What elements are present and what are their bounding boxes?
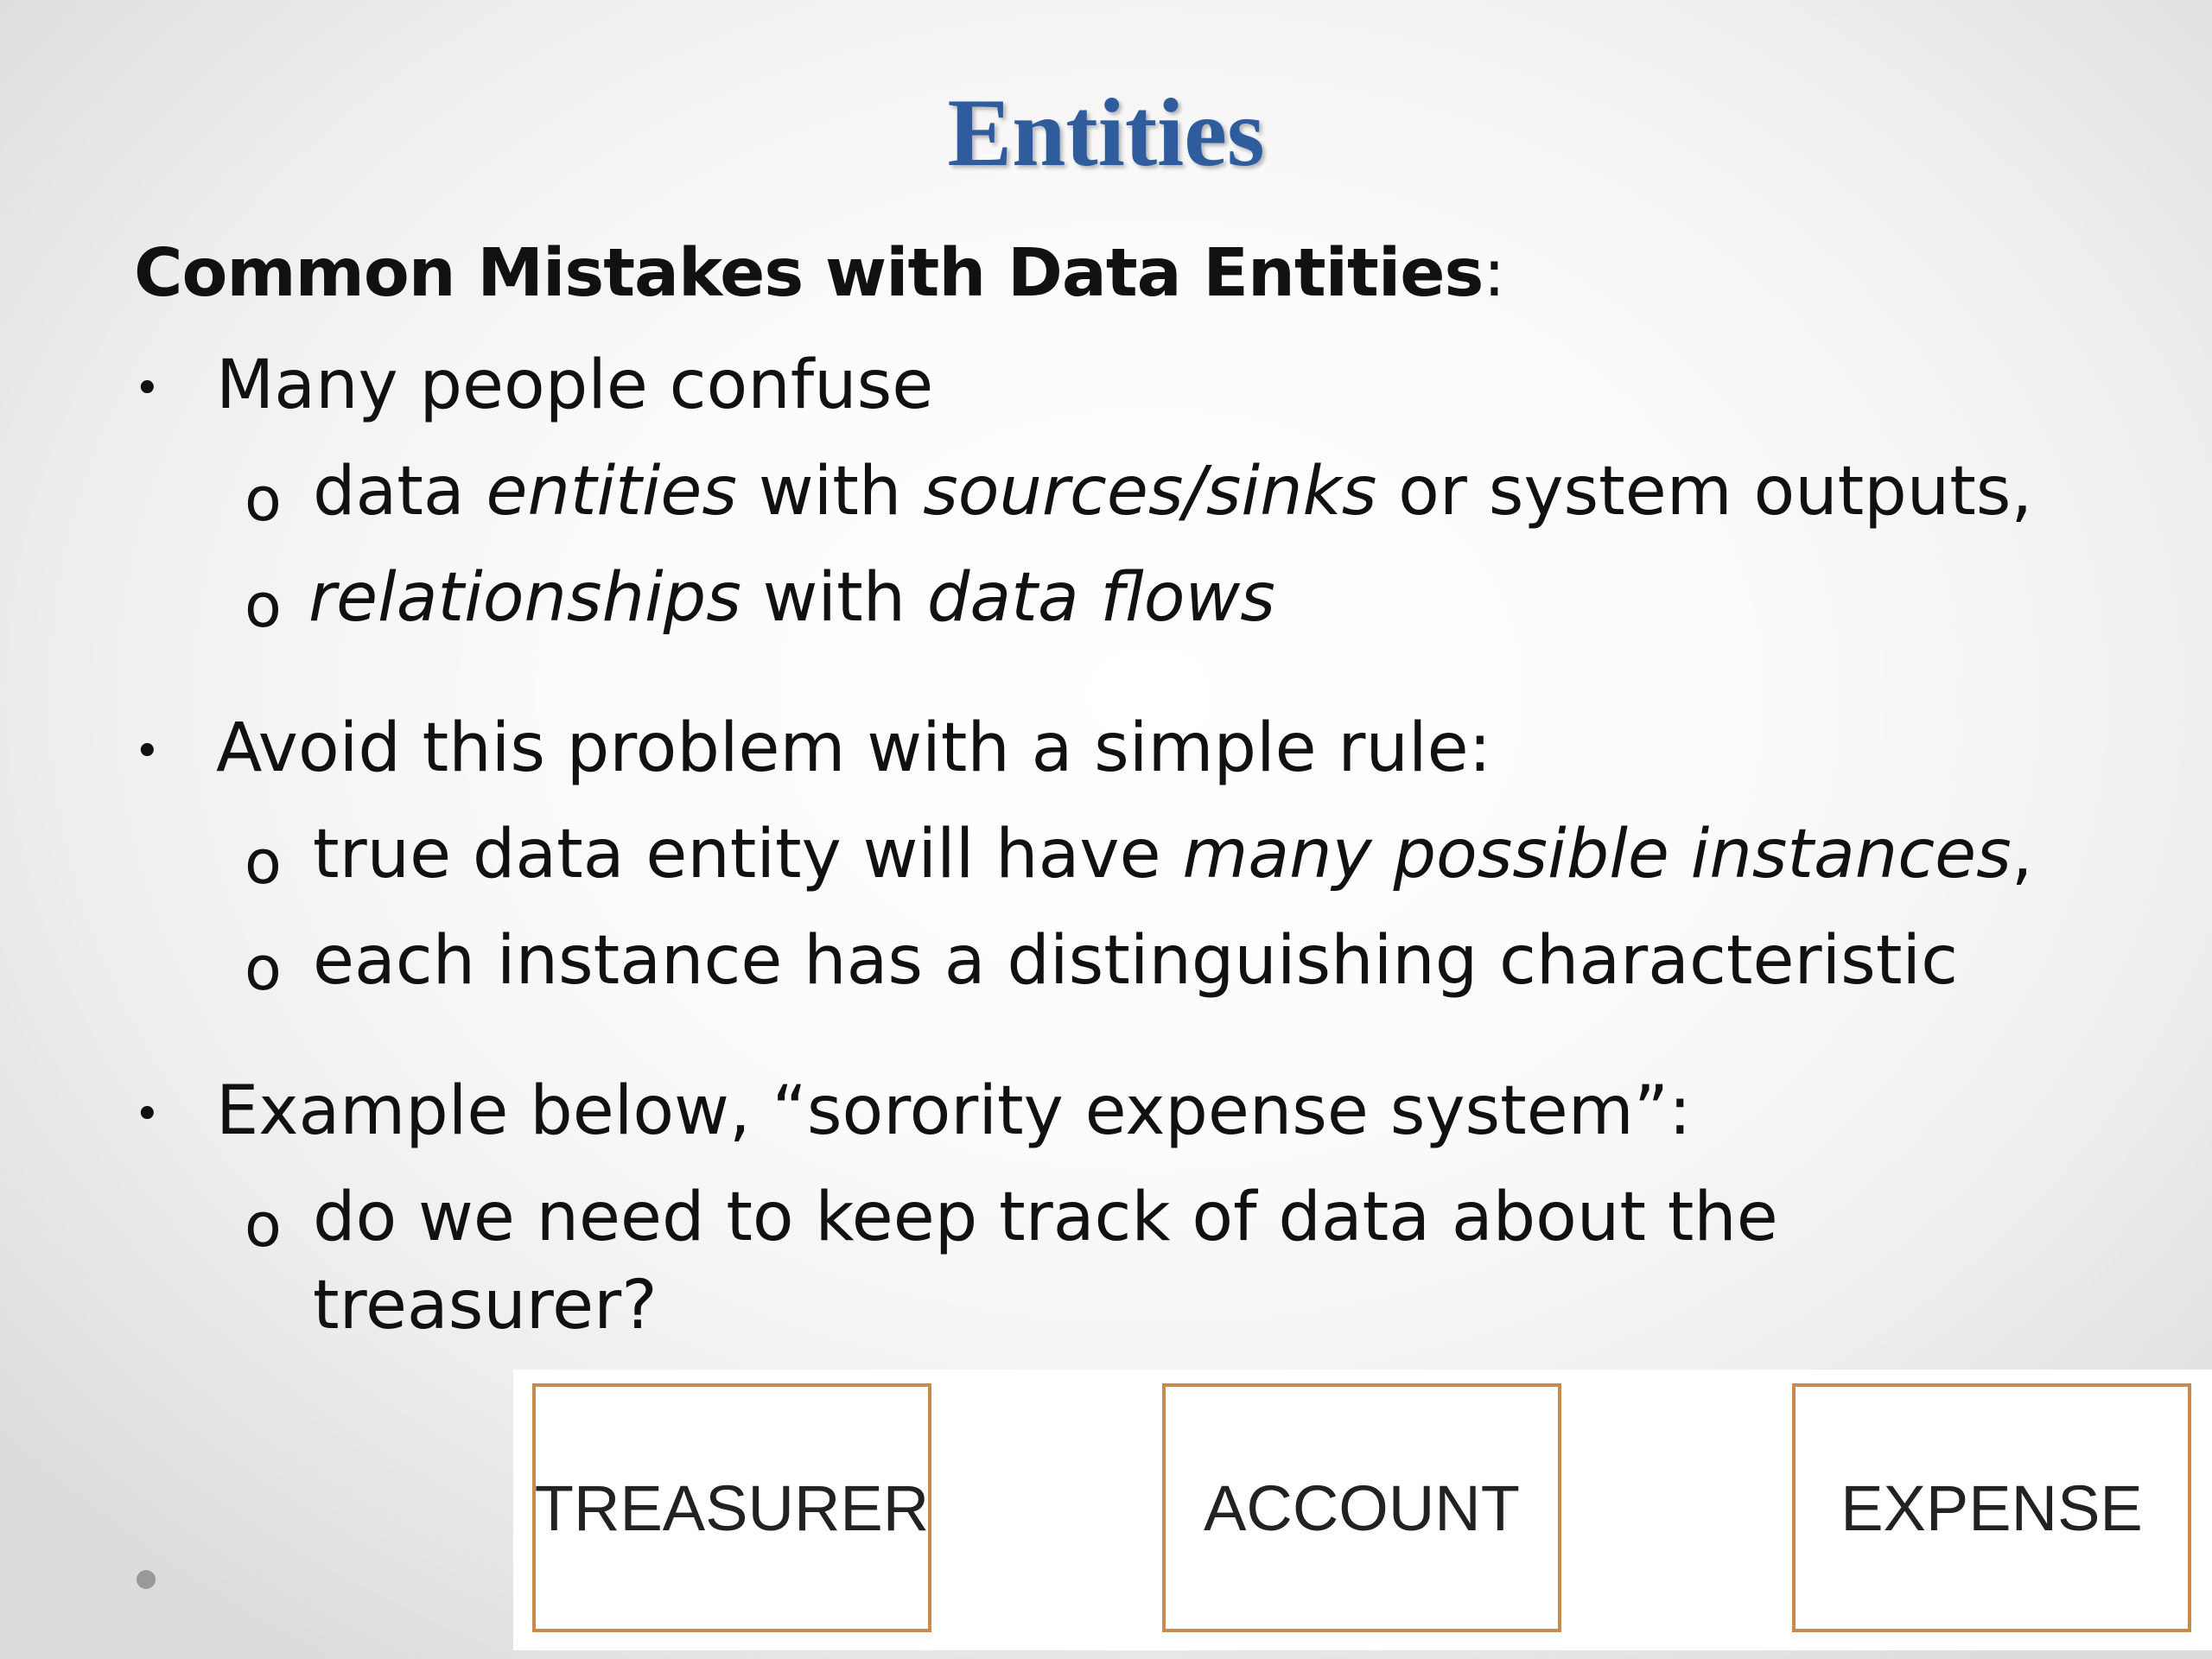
sub-bullet-marker: o <box>245 827 282 898</box>
empty-bullet-dot <box>137 1570 156 1589</box>
bullet-marker: • <box>134 1089 161 1141</box>
sub-bullet-marker: o <box>245 464 282 535</box>
bullet-text-1: Many people confuse <box>216 346 934 424</box>
entity-expense: EXPENSE <box>1792 1383 2191 1632</box>
bullet-text-2: Avoid this problem with a simple rule: <box>216 709 1491 787</box>
text-run: with <box>741 559 927 637</box>
bullet-marker: • <box>134 363 161 415</box>
bullet-marker: • <box>134 726 161 778</box>
entity-account: ACCOUNT <box>1162 1383 1561 1632</box>
sub-bullet-1-1 <box>313 453 2033 531</box>
heading-text: Common Mistakes with Data Entities <box>134 235 1484 312</box>
sub-bullet-marker: o <box>245 933 282 1004</box>
sub-bullet-2-1 <box>313 816 2033 893</box>
text-run: each instance has a distinguishing characteristic <box>313 922 1958 1000</box>
italic-run: sources/sinks <box>923 453 1377 531</box>
section-heading <box>134 235 1504 312</box>
text-run: treasurer? <box>313 1267 658 1344</box>
bullet-text-3: Example below, “sorority expense system”: <box>216 1072 1692 1150</box>
entity-diagram <box>513 1370 2212 1650</box>
entity-treasurer: TREASURER <box>532 1383 931 1632</box>
text-run: with <box>737 453 924 531</box>
heading-colon: : <box>1483 235 1505 312</box>
slide-title: Entities <box>947 79 1265 187</box>
italic-run: many possible instances <box>1182 816 2012 893</box>
text-run: do we need to keep track of data about the <box>313 1179 1778 1256</box>
sub-bullet-1-2 <box>308 559 1275 637</box>
sub-bullet-3-1 <box>313 1179 1778 1256</box>
italic-run: relationships <box>308 559 741 637</box>
sub-bullet-2-2 <box>313 922 1958 1000</box>
sub-bullet-marker: o <box>245 1190 282 1261</box>
text-run: , <box>2011 816 2033 893</box>
sub-bullet-marker: o <box>245 570 282 641</box>
text-run: data <box>313 453 486 531</box>
italic-run: data flows <box>926 559 1275 637</box>
text-run: or system outputs, <box>1376 453 2033 531</box>
italic-run: entities <box>486 453 738 531</box>
text-run: true data entity will have <box>313 816 1183 893</box>
sub-bullet-3-1-cont <box>313 1267 658 1344</box>
